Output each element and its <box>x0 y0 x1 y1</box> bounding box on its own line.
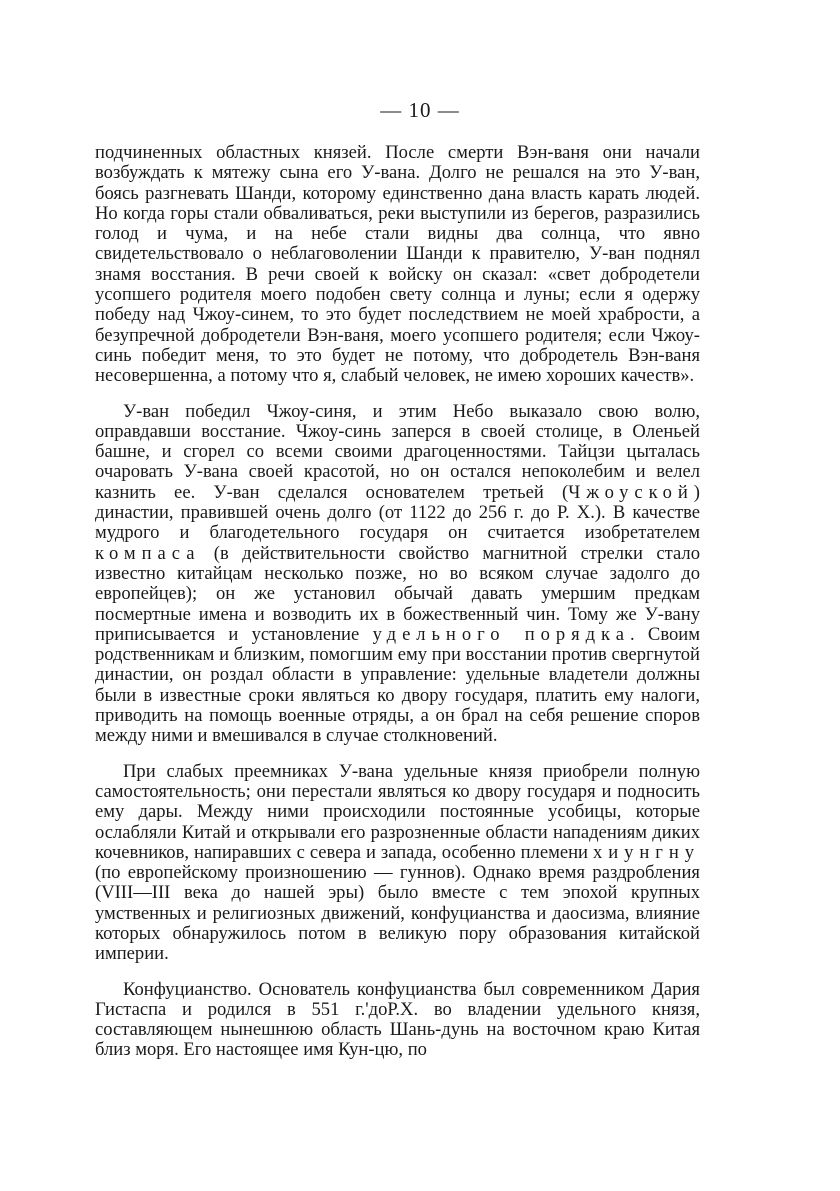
text-segment: У-ван победил Чжоу-синя, и этим Небо выказало свою волю, оправдавши восстание. Чжоу-синь заперся в своей столице, в Оленьей башне, и сгорел со всеми своими драгоценностями. Тайцзи цыталась очаровать У-вана своей красотой, но он остался непоколебим и велел казнить ее. У-ван сделался основателем третьей ( <box>95 400 700 503</box>
text-segment: . Своим родственникам и близким, помогшим ему при восстании против свергнутой династии, он роздал области в управление: удельные владетели должны были в известные сроки являться ко двору государя, платить ему налоги, приводить на помощь военные отряды, а он брал на себя решение споров между ними и вмешивался в случае столкновений. <box>95 623 700 747</box>
paragraph-successors <box>95 762 700 965</box>
text-segment: Конфуцианство. Основатель конфуцианства был современником Дария Гистаспа и родился в 551 г.'доР.Х. во владении удельного князя, составляющем нынешнюю область Шань-дунь на восточном краю Китая близ моря. Его настоящее имя Кун-цю, по <box>95 978 700 1061</box>
text-segment: При слабых преемниках У-вана удельные князя приобрели полную самостоятельность; они перестали являться ко двору государя и подносить ему дары. Между ними происходили постоянные усобицы, которые ослабляли Китай и открывали его разрозненные области нападениям диких кочевников, напиравших с севера и запада, особенно племени <box>95 760 700 863</box>
spaced-emphasis-text: хиунгну <box>592 841 700 863</box>
text-segment: (в действительности свойство магнитной стрелки стало известно китайцам несколько позже, но во всяком случае задолго до европейцев); он же установил обычай давать умершим предкам посмертные имена и возводить их в божественный чин. Тому же У-вану приписывается и установление <box>95 542 700 645</box>
text-segment: подчиненных областных князей. После смерти Вэн-ваня они начали возбуждать к мятежу сына его У-вана. Долго не решался на это У-ван, боясь разгневать Шанди, которому единственно дана власть карать людей. Но когда горы стали обваливаться, реки выступили из берегов, разразились голод и чума, и на небе стали видны два солнца, что явно свидетельствовало о неблаговолении Шанди к правителю, У-ван поднял знамя восстания. В речи своей к войску он сказал: «свет добродетели усопшего родителя моего подобен свету солнца и луны; если я одержу победу над Чжоу-синем, то это будет последствием не моей храбрости, а безупречной добродетели Вэн-ваня, моего усопшего родителя; если Чжоу-синь победит меня, то это будет не потому, что добродетель Вэн-ваня несовершенна, а потому что я, слабый человек, не имею хороших качеств». <box>95 142 700 387</box>
spaced-emphasis-text: Чжоуской <box>568 481 694 503</box>
body-text <box>95 143 700 1061</box>
spaced-emphasis-text: компаса <box>95 542 201 564</box>
spaced-emphasis-text: удельного порядка <box>372 623 630 645</box>
paragraph-u-van-victory <box>95 402 700 747</box>
page-number: — 10 — <box>380 98 460 122</box>
paragraph-continued <box>95 143 700 387</box>
text-segment: ) династии, правившей очень долго (от 1122 до 256 г. до Р. Х.). В качестве мудрого и благодетельного государя он считается изобретателем <box>95 481 700 544</box>
paragraph-confucianism <box>95 980 700 1061</box>
text-segment: (по европейскому произношению — гуннов). Однако время раздробления (VIII—III века до нашей эры) было вместе с тем эпохой крупных умственных и религиозных движений, конфуцианства и даосизма, влияние которых обнаружилось потом в великую пору образования китайской империи. <box>95 862 700 965</box>
